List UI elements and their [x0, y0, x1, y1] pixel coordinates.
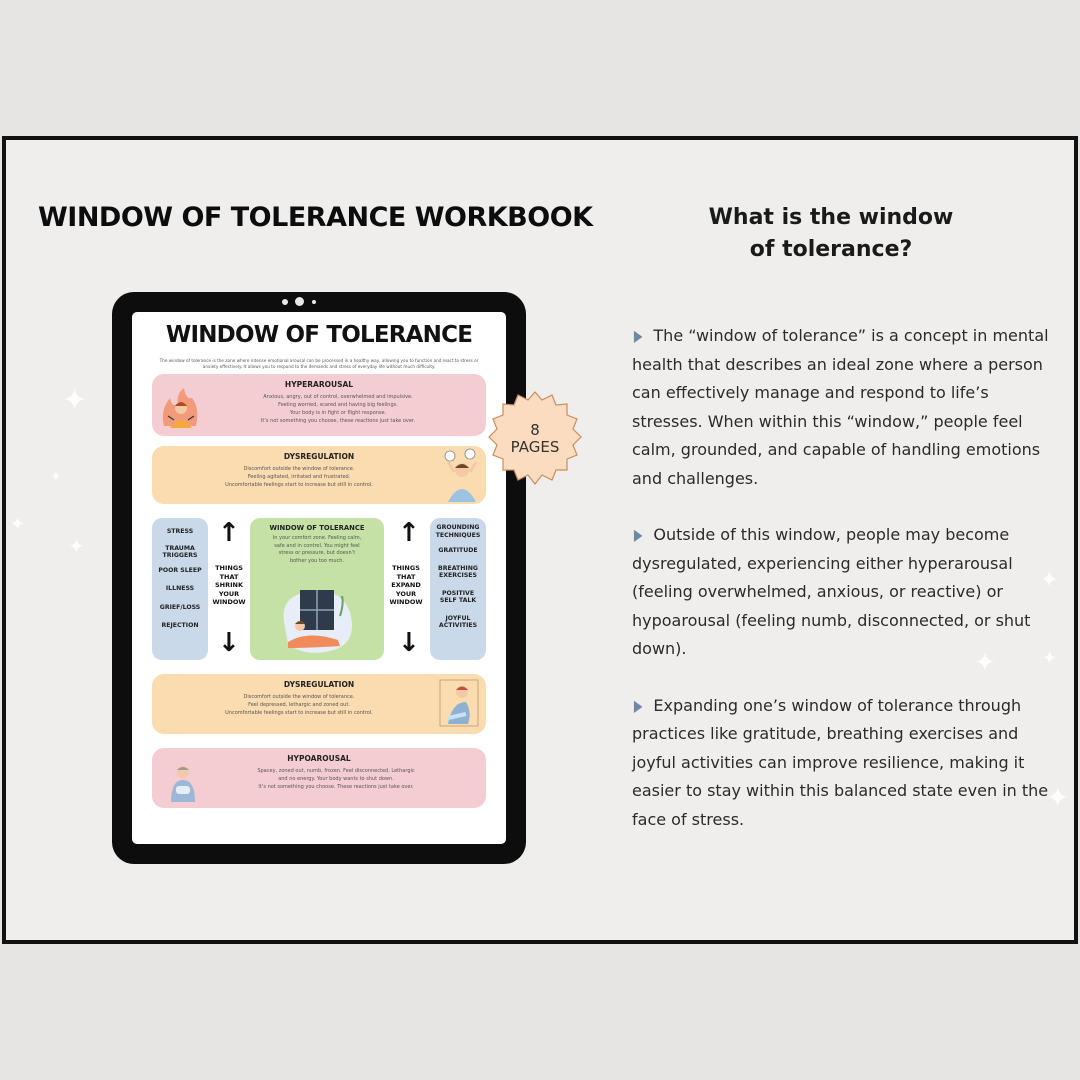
- expand-item: GROUNDING TECHNIQUES: [435, 524, 481, 539]
- desc-line: Your body is in fight or flight response.: [289, 410, 387, 416]
- hyperarousal-desc: [204, 393, 472, 425]
- paragraph: [632, 322, 1052, 493]
- label-line: WINDOW: [212, 598, 246, 606]
- label-line: THINGS: [392, 564, 420, 572]
- shrink-label: [210, 564, 248, 607]
- sparkle-icon: ✦: [1042, 648, 1058, 669]
- question-line-1: What is the window: [708, 205, 954, 230]
- expand-factors-box: [430, 518, 486, 660]
- stressed-person-illustration: [440, 448, 484, 502]
- desc-line: Uncomfortable feelings start to increase but still in control.: [225, 710, 373, 716]
- dysregulation-desc: [152, 465, 446, 489]
- hyperarousal-title: HYPERAROUSAL: [284, 380, 354, 389]
- paragraph-text: The “window of tolerance” is a concept in mental health that describes an ideal zone where a person can effectively manage and respond to life’s stresses. When within this “window,” people feel calm, grounded, and capable of handling emotions and challenges.: [632, 326, 1049, 488]
- relaxed-person-illustration: [278, 582, 358, 656]
- question-heading: [626, 202, 1036, 266]
- hypoarousal-box: [152, 748, 486, 808]
- sparkle-icon: ✦: [10, 514, 26, 535]
- tablet-mockup: [112, 292, 526, 864]
- window-desc: [250, 535, 384, 565]
- paragraph-text: Expanding one’s window of tolerance through practices like gratitude, breathing exercises and joyful activities can improve resilience, making it easier to stay within this balanced state even in the face of stress.: [632, 695, 1049, 829]
- sparkle-icon: ✦: [68, 534, 85, 558]
- arrow-up-icon: ↑: [398, 518, 420, 548]
- desc-line: Uncomfortable feelings start to increase but still in control.: [225, 482, 373, 488]
- label-line: SHRINK: [214, 581, 244, 589]
- arrow-down-icon: ↓: [218, 628, 240, 658]
- paragraph: [632, 692, 1052, 835]
- worksheet-title: WINDOW OF TOLERANCE: [165, 322, 473, 348]
- desc-line: Discomfort outside the window of tolerance.: [243, 694, 355, 700]
- workbook-title: WINDOW OF TOLERANCE WORKBOOK: [38, 202, 593, 233]
- desc-line: Feeling agitated, irritated and frustrated.: [247, 474, 351, 480]
- desc-line: and no energy. Your body wants to shut down.: [278, 776, 394, 782]
- dysregulation-title: DYSREGULATION: [283, 680, 355, 689]
- label-line: THAT: [396, 572, 416, 581]
- sparkle-icon: ✦: [1040, 568, 1059, 593]
- camera-dot: [295, 297, 304, 306]
- arrow-down-icon: ↓: [398, 628, 420, 658]
- window-title: WINDOW OF TOLERANCE: [269, 524, 365, 532]
- hypoarousal-desc: [196, 767, 476, 791]
- sparkle-icon: ✦: [50, 469, 62, 485]
- camera-dot: [312, 300, 316, 304]
- badge-label: PAGES: [510, 438, 560, 456]
- dysregulation-desc: [152, 693, 446, 717]
- page-count-badge: [484, 390, 586, 490]
- shrink-item: POOR SLEEP: [158, 566, 202, 574]
- shrink-factors-box: [152, 518, 208, 660]
- sad-person-illustration: [436, 678, 482, 730]
- label-line: WINDOW: [389, 598, 423, 606]
- product-panel: [2, 136, 1078, 944]
- description: [632, 322, 1052, 862]
- shrink-item: GRIEF/LOSS: [159, 603, 201, 611]
- desc-line: Feeling worried, scared and having big feelings.: [278, 402, 398, 408]
- desc-line: It’s not something you choose, these reactions just take over.: [260, 418, 416, 424]
- expand-item: JOYFUL ACTIVITIES: [438, 614, 478, 629]
- desc-line: In your comfort zone. Feeling calm,: [272, 535, 362, 541]
- expand-label: [386, 564, 426, 607]
- desc-line: stress or pressure, but doesn’t: [278, 550, 356, 556]
- label-line: YOUR: [218, 589, 240, 598]
- desc-line: Anxious, angry, out of control, overwhelmed and impulsive.: [263, 394, 413, 400]
- shrink-item: TRAUMA TRIGGERS: [162, 544, 198, 559]
- shrink-item: STRESS: [166, 528, 194, 535]
- question-line-2: of tolerance?: [749, 237, 913, 262]
- shrink-item: REJECTION: [161, 622, 199, 629]
- label-line: THINGS: [215, 564, 243, 572]
- withdrawn-person-illustration: [166, 762, 200, 802]
- dysregulation-title: DYSREGULATION: [283, 452, 355, 461]
- camera-dot: [282, 299, 288, 305]
- chevron-right-icon: ▶: [633, 695, 643, 715]
- badge-number: 8: [530, 421, 540, 439]
- hypoarousal-title: HYPOAROUSAL: [287, 754, 351, 763]
- desc-line: bother you too much.: [289, 557, 345, 564]
- desc-line: Feel depressed, lethargic and zoned out.: [248, 702, 350, 708]
- desc-line: safe and in control. You might feel: [274, 542, 360, 549]
- arrow-up-icon: ↑: [218, 518, 240, 548]
- expand-item: POSITIVE SELF TALK: [439, 589, 477, 604]
- desc-line: Discomfort outside the window of tolerance.: [243, 466, 355, 472]
- label-line: EXPAND: [391, 581, 421, 589]
- sparkle-icon: ✦: [974, 648, 996, 678]
- chevron-right-icon: ▶: [633, 326, 643, 345]
- desc-line: It’s not something you choose. These reactions just take over.: [258, 784, 414, 790]
- sparkle-icon: ✦: [62, 383, 88, 418]
- chevron-right-icon: ▶: [633, 525, 643, 544]
- worksheet-intro: The window of tolerance is the zone where intense emotional arousal can be processed in a healthy way, allowing you to function and react to stress or anxiety effectively. It allows you to respond to the demands and stress of everyday life without much difficulty.: [159, 358, 479, 369]
- sparkle-icon: ✦: [1046, 781, 1070, 814]
- dysregulation-top-box: [152, 446, 486, 504]
- badge-text: [484, 422, 586, 456]
- paragraph-text: Outside of this window, people may become dysregulated, experiencing either hyperarousal (feeling overwhelmed, anxious, or reactive) or hypoarousal (feeling numb, disconnected, or shut down).: [632, 525, 1031, 658]
- paragraph: [632, 521, 1052, 664]
- shrink-item: ILLNESS: [165, 585, 195, 592]
- label-line: THAT: [219, 572, 239, 581]
- angry-person-illustration: [156, 386, 206, 432]
- label-line: YOUR: [395, 589, 417, 598]
- hyperarousal-box: [152, 374, 486, 436]
- desc-line: Spacey, zoned out, numb, frozen. Feel disconnected. Lethargic: [257, 768, 415, 774]
- worksheet-page: [132, 312, 506, 844]
- expand-item: GRATITUDE: [438, 547, 478, 554]
- dysregulation-bottom-box: [152, 674, 486, 734]
- window-of-tolerance-box: [250, 518, 384, 660]
- expand-item: BREATHING EXERCISES: [438, 564, 478, 579]
